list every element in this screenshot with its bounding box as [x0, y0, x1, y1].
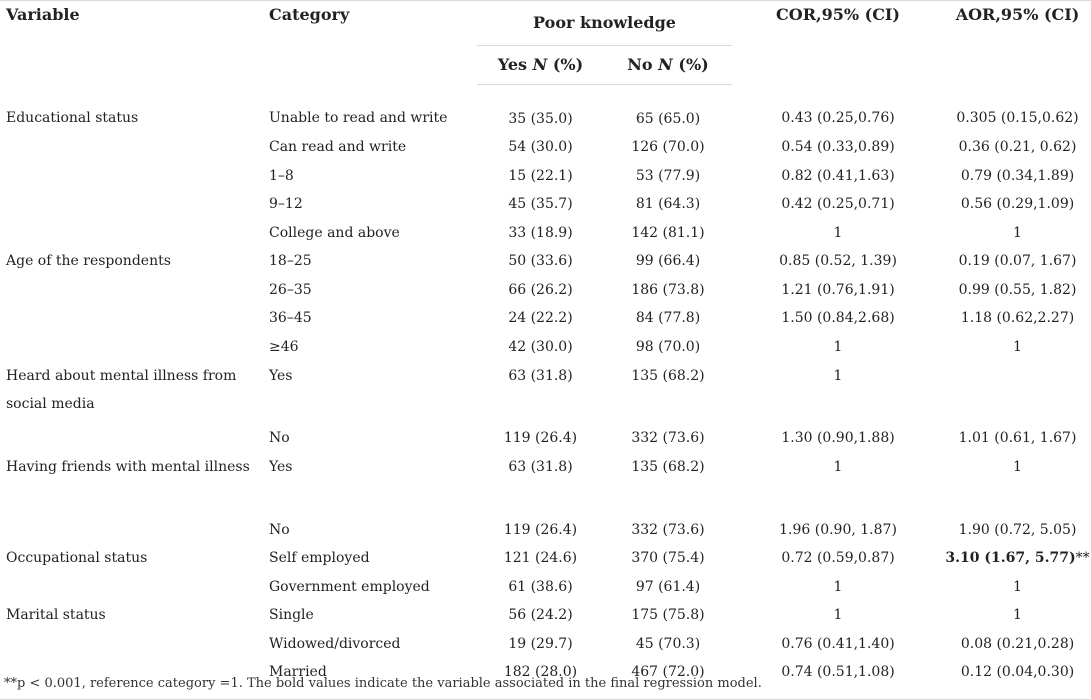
- cell-aor: 0.99 (0.55, 1.82): [958, 281, 1077, 298]
- cell-no: 135 (68.2): [631, 367, 705, 384]
- cell-yes: 19 (29.7): [508, 635, 573, 652]
- cell-category: Single: [269, 607, 314, 623]
- cell-no: 142 (81.1): [631, 224, 705, 241]
- table-row: [0, 630, 1091, 659]
- cell-cor: 0.74 (0.51,1.08): [732, 659, 944, 700]
- cell-no: 135 (68.2): [631, 459, 705, 475]
- table-row: [0, 276, 1091, 305]
- cell-aor: 0.56 (0.29,1.09): [960, 196, 1075, 212]
- cell-no: 332 (73.6): [631, 521, 705, 538]
- cell-variable: Heard about mental illness from social media: [6, 367, 237, 412]
- cell-aor: 1.01 (0.61, 1.67): [958, 430, 1077, 446]
- cell-cor: 1: [833, 367, 843, 384]
- cell-no: 175 (75.8): [631, 607, 705, 623]
- cell-category: ≥46: [269, 338, 299, 355]
- table-row: [0, 362, 1091, 425]
- cell-yes: 66 (26.2): [508, 281, 573, 298]
- cell-aor: 1.90 (0.72, 5.05): [958, 521, 1077, 538]
- cell-aor: 1: [1013, 607, 1022, 623]
- cell-cor: 1: [833, 459, 843, 475]
- cell-cor: 1: [833, 338, 843, 355]
- significance-marker: **: [1075, 550, 1090, 566]
- cell-category: 1–8: [269, 167, 294, 184]
- table-row: [0, 545, 1091, 574]
- cell-cor: 1: [833, 578, 843, 595]
- cell-yes: 119 (26.4): [503, 430, 578, 446]
- cell-variable: [0, 219, 269, 248]
- cell-yes: 33 (18.9): [508, 224, 573, 241]
- cell-aor: 0.79 (0.34,1.89): [960, 167, 1075, 184]
- table-row: [0, 573, 1091, 602]
- cell-no: 97 (61.4): [635, 578, 701, 595]
- cell-no: 126 (70.0): [631, 139, 705, 155]
- header-yes: Yes N (%): [477, 46, 604, 85]
- header-category: Category: [269, 1, 477, 85]
- cell-yes: 24 (22.2): [508, 310, 573, 326]
- cell-no: 98 (70.0): [635, 338, 701, 355]
- cell-category: Yes: [269, 367, 293, 384]
- cell-category: 36–45: [269, 310, 312, 326]
- cell-no: 53 (77.9): [635, 167, 701, 184]
- table-row: [0, 248, 1091, 277]
- cell-aor: [944, 545, 1091, 574]
- header-variable: Variable: [0, 1, 269, 85]
- header-cor: COR,95% (CI): [732, 1, 944, 85]
- table-row: [0, 219, 1091, 248]
- cell-category: Married: [269, 659, 477, 700]
- table-row: [0, 134, 1091, 163]
- table-row: [0, 305, 1091, 334]
- cell-yes: 42 (30.0): [508, 338, 573, 355]
- cell-variable: [0, 425, 269, 454]
- cell-aor: 1: [1013, 578, 1022, 595]
- cell-yes: 61 (38.6): [508, 578, 573, 595]
- table-row: [0, 191, 1091, 220]
- cell-aor: 1.18 (0.62,2.27): [960, 310, 1075, 326]
- cell-category: Government employed: [269, 578, 430, 595]
- cell-variable: [0, 162, 269, 191]
- cell-cor: 0.82 (0.41,1.63): [781, 167, 895, 184]
- cell-cor: 0.43 (0.25,0.76): [781, 110, 895, 127]
- cell-variable: [0, 333, 269, 362]
- cell-category: 18–25: [269, 253, 312, 269]
- cell-no: 81 (64.3): [635, 196, 701, 212]
- cell-no: 45 (70.3): [635, 635, 701, 652]
- cell-cor: 0.54 (0.33,0.89): [781, 139, 895, 155]
- table-row: [0, 516, 1091, 545]
- cell-variable: Age of the respondents: [6, 253, 171, 269]
- cell-cor: 0.42 (0.25,0.71): [781, 196, 895, 212]
- cell-aor: 0.08 (0.21,0.28): [960, 635, 1075, 652]
- cell-aor: 0.19 (0.07, 1.67): [958, 253, 1077, 269]
- header-aor: AOR,95% (CI): [944, 1, 1091, 85]
- cell-yes: 121 (24.6): [503, 550, 578, 566]
- table-header: [0, 1, 1091, 85]
- cell-category: Self employed: [269, 550, 370, 566]
- table-row: [0, 425, 1091, 454]
- cell-category: Unable to read and write: [269, 110, 448, 127]
- header-no: No N (%): [604, 46, 732, 85]
- cell-aor: 1: [1013, 338, 1022, 355]
- cell-cor: 0.85 (0.52, 1.39): [779, 253, 897, 269]
- cell-yes: 119 (26.4): [503, 521, 578, 538]
- cell-cor: 0.72 (0.59,0.87): [781, 550, 895, 566]
- cell-cor: 1.30 (0.90,1.88): [781, 430, 895, 446]
- cell-category: 26–35: [269, 281, 312, 298]
- cell-yes: 56 (24.2): [508, 607, 573, 623]
- cell-yes: 50 (33.6): [508, 253, 573, 269]
- cell-yes: 54 (30.0): [508, 139, 573, 155]
- cell-cor: 1: [833, 607, 843, 623]
- cell-yes: 63 (31.8): [508, 459, 573, 475]
- cell-variable: Educational status: [6, 110, 139, 127]
- cell-cor: 1.21 (0.76,1.91): [781, 281, 895, 298]
- cell-variable: [0, 630, 269, 659]
- cell-variable: [0, 134, 269, 163]
- table-row: [0, 453, 1091, 516]
- cell-variable: [0, 191, 269, 220]
- cell-aor: 1: [1013, 459, 1022, 475]
- cell-variable: Marital status: [6, 607, 106, 623]
- cell-aor: 0.12 (0.04,0.30): [944, 659, 1091, 700]
- aor-significant-value: 3.10 (1.67, 5.77): [945, 550, 1076, 566]
- cell-no: 370 (75.4): [631, 550, 705, 566]
- cell-aor: [944, 362, 1091, 425]
- table-body: [0, 85, 1091, 700]
- cell-category: No: [269, 521, 290, 538]
- cell-yes: 35 (35.0): [508, 110, 573, 127]
- cell-variable: [0, 305, 269, 334]
- cell-category: College and above: [269, 224, 400, 241]
- cell-variable: [0, 516, 269, 545]
- cell-category: Yes: [269, 459, 293, 475]
- cell-aor: 0.36 (0.21, 0.62): [958, 139, 1077, 155]
- cell-cor: 0.76 (0.41,1.40): [781, 635, 895, 652]
- cell-cor: 1.50 (0.84,2.68): [781, 310, 895, 326]
- cell-no: 332 (73.6): [631, 430, 705, 446]
- cell-aor: 0.305 (0.15,0.62): [956, 110, 1079, 127]
- header-poor-knowledge: Poor knowledge: [477, 1, 732, 46]
- cell-yes: 63 (31.8): [508, 367, 573, 384]
- cell-no: 99 (66.4): [635, 253, 701, 269]
- cell-cor: 1: [833, 224, 843, 241]
- table-row: [0, 162, 1091, 191]
- cell-yes: 45 (35.7): [508, 196, 573, 212]
- cell-no: 84 (77.8): [635, 310, 701, 326]
- table-row: [0, 602, 1091, 631]
- cell-category: 9–12: [269, 196, 303, 212]
- cell-category: No: [269, 430, 290, 446]
- cell-variable: [0, 276, 269, 305]
- cell-variable: [0, 573, 269, 602]
- table-row: [0, 85, 1091, 134]
- cell-yes: 182 (28.0): [477, 659, 604, 700]
- cell-variable: Occupational status: [6, 550, 148, 566]
- cell-aor: 1: [1013, 224, 1022, 241]
- cell-no: 65 (65.0): [635, 110, 701, 127]
- cell-no: 186 (73.8): [631, 281, 705, 298]
- cell-cor: 1.96 (0.90, 1.87): [779, 521, 897, 538]
- cell-category: Can read and write: [269, 139, 407, 155]
- cell-variable: Having friends with mental illness: [6, 459, 250, 475]
- cell-yes: 15 (22.1): [508, 167, 573, 184]
- footnote: **p < 0.001, reference category =1. The bold values indicate the variable associated in the final regression model.: [4, 676, 762, 691]
- cell-no: 467 (72.0): [604, 659, 732, 700]
- cell-category: Widowed/divorced: [269, 635, 401, 652]
- table-row: [0, 333, 1091, 362]
